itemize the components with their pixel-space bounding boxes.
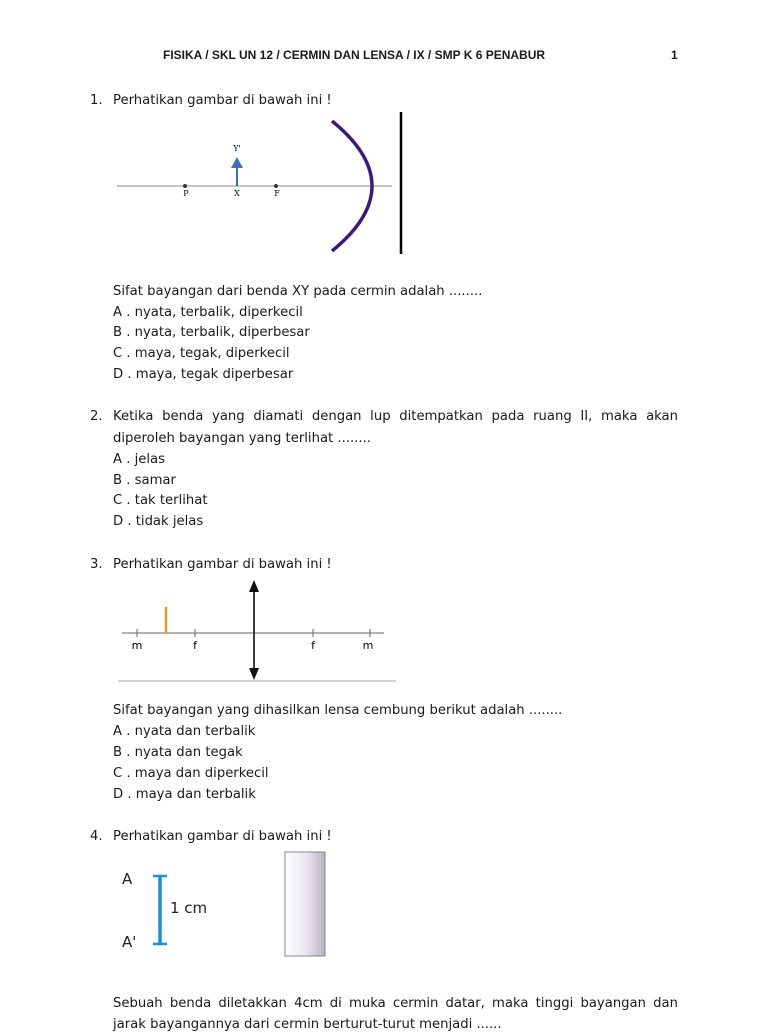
q1-option-d: D . maya, tegak diperbesar [113,367,294,382]
q4-prompt: Perhatikan gambar di bawah ini ! [113,829,332,844]
q2-number: 2. [90,409,103,424]
q1-label-x: X [234,189,240,198]
q3-option-c: C . maya dan diperkecil [113,766,269,781]
q2-stem-line2: diperoleh bayangan yang terlihat ........ [113,431,371,446]
q2-option-c: C . tak terlihat [113,493,208,508]
q3-option-a: A . nyata dan terbalik [113,724,256,739]
q3-prompt: Perhatikan gambar di bawah ini ! [113,557,332,572]
q1-label-top: Y' [233,144,241,153]
q3-option-d: D . maya dan terbalik [113,787,256,802]
q2-option-a: A . jelas [113,452,165,467]
q1-option-b: B . nyata, terbalik, diperbesar [113,325,310,340]
q3-label-m-left: m [131,639,143,652]
q1-option-c: C . maya, tegak, diperkecil [113,346,290,361]
q1-stem: Sifat bayangan dari benda XY pada cermin adalah ........ [113,284,483,299]
q4-stem-line2: jarak bayangannya dari cermin berturut-turut menjadi ...... [113,1017,502,1032]
q3-label-f-left: f [193,639,197,652]
q4-label-a: A [122,870,133,888]
q3-label-m-right: m [362,639,374,652]
q1-option-a: A . nyata, terbalik, diperkecil [113,305,303,320]
q1-number: 1. [90,93,103,108]
q2-option-d: D . tidak jelas [113,514,204,529]
header-title: FISIKA / SKL UN 12 / CERMIN DAN LENSA / IX / SMP K 6 PENABUR [163,48,546,62]
q3-number: 3. [90,557,103,572]
q3-option-b: B . nyata dan tegak [113,745,243,760]
q4-label-a-prime: A' [122,933,137,951]
q1-label-f: F [274,189,280,198]
q3-label-f-right: f [311,639,315,652]
q4-stem-line1: Sebuah benda diletakkan 4cm di muka cermin datar, maka tinggi bayangan dan [113,996,678,1011]
page-number: 1 [671,48,678,62]
q1-prompt: Perhatikan gambar di bawah ini ! [113,93,332,108]
q2-stem-line1: Ketika benda yang diamati dengan lup ditempatkan pada ruang II, maka akan [113,409,678,424]
q4-label-size: 1 cm [170,899,208,917]
q4-number: 4. [90,829,103,844]
q1-label-p: P [183,189,189,198]
q3-stem: Sifat bayangan yang dihasilkan lensa cembung berikut adalah ........ [113,703,563,718]
q2-option-b: B . samar [113,473,176,488]
q4-plane-mirror [285,852,325,956]
